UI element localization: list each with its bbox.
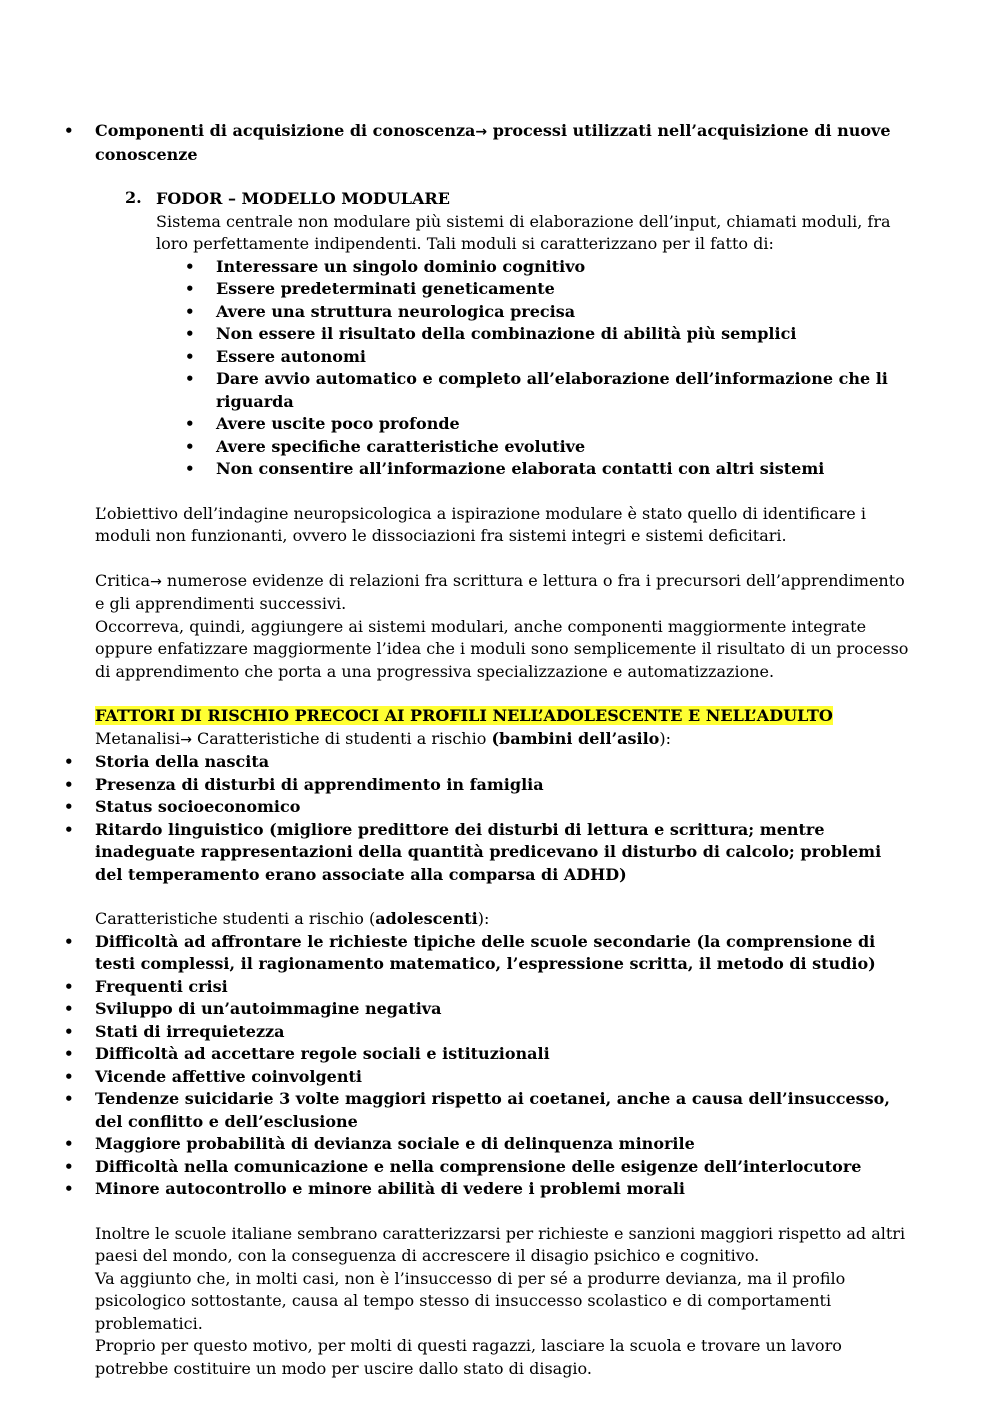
list-item: • Status socioeconomico — [95, 796, 910, 819]
list-item: • Stati di irrequietezza — [95, 1021, 910, 1044]
list-item: • Ritardo linguistico (migliore predittore dei disturbi di lettura e scrittura; mentre inadeguate rappresentazioni della quantità predicevano il disturbo di calcolo; problemi del temperamento erano associate alla comparsa di ADHD) — [95, 819, 910, 887]
paragraph-occorreva: Occorreva, quindi, aggiungere ai sistemi modulari, anche componenti maggiormente integrate oppure enfatizzare maggiormente l’idea che i moduli sono semplicemente il risultato di un processo di apprendimento che porta a una progressiva specializzazione e automatizzazione. — [95, 616, 909, 681]
list-item: • Tendenze suicidarie 3 volte maggiori rispetto ai coetanei, anche a causa dell’insuccesso, del conflitto e dell’esclusione — [95, 1088, 910, 1133]
module-properties-list — [156, 256, 910, 481]
document-page — [95, 120, 910, 1380]
list-item: • Avere uscite poco profonde — [216, 413, 910, 436]
list-item: • Maggiore probabilità di devianza sociale e di delinquenza minorile — [95, 1133, 910, 1156]
child-risk-list — [95, 751, 910, 886]
list-item: • Presenza di disturbi di apprendimento in famiglia — [95, 774, 910, 797]
section-heading: FODOR – MODELLO MODULARE — [156, 189, 450, 208]
list-item: • Avere una struttura neurologica precisa — [216, 301, 910, 324]
section-number: 2. — [125, 188, 142, 207]
arrow-icon: → — [475, 124, 488, 140]
intro-bullet-list — [95, 120, 910, 166]
section-fodor — [95, 188, 910, 481]
list-item: • Interessare un singolo dominio cognitivo — [216, 256, 910, 279]
paragraph-proprio: Proprio per questo motivo, per molti di questi ragazzi, lasciare la scuola e trovare un lavoro potrebbe costituire un modo per uscire dallo stato di disagio. — [95, 1336, 842, 1378]
section-description: Sistema centrale non modulare più sistemi di elaborazione dell’input, chiamati moduli, fra loro perfettamente indipendenti. Tali moduli si caratterizzano per il fatto di: — [156, 211, 891, 253]
metanalisi-line: Metanalisi→ Caratteristiche di studenti a rischio (bambini dell’asilo): — [95, 728, 671, 748]
adolescent-line: Caratteristiche studenti a rischio (adolescenti): — [95, 909, 490, 928]
list-item: • Dare avvio automatico e completo all’elaborazione dell’informazione che li riguarda — [216, 368, 910, 413]
list-item: • Difficoltà ad accettare regole sociali e istituzionali — [95, 1043, 910, 1066]
list-item: • Minore autocontrollo e minore abilità di vedere i problemi morali — [95, 1178, 910, 1201]
list-item: • Difficoltà ad affrontare le richieste tipiche delle scuole secondarie (la comprensione di testi complessi, il ragionamento matematico, l’espressione scritta, il metodo di studio) — [95, 931, 910, 976]
list-item: • Avere specifiche caratteristiche evolutive — [216, 436, 910, 459]
paragraph-inoltre: Inoltre le scuole italiane sembrano caratterizzarsi per richieste e sanzioni maggiori rispetto ad altri paesi del mondo, con la conseguenza di accrescere il disagio psichico e cognitivo. — [95, 1223, 906, 1265]
arrow-icon: → — [180, 731, 192, 748]
list-item: • Difficoltà nella comunicazione e nella comprensione delle esigenze dell’interlocutore — [95, 1156, 910, 1179]
adolescent-risk-list — [95, 931, 910, 1201]
list-item: • Vicende affettive coinvolgenti — [95, 1066, 910, 1089]
list-item: • Non consentire all’informazione elaborata contatti con altri sistemi — [216, 458, 910, 481]
list-item: • Essere predeterminati geneticamente — [216, 278, 910, 301]
list-item: • Essere autonomi — [216, 346, 910, 369]
list-item: • Storia della nascita — [95, 751, 910, 774]
arrow-icon: → — [150, 573, 162, 590]
list-item: • Non essere il risultato della combinazione di abilità più semplici — [216, 323, 910, 346]
paragraph-critica: Critica→ numerose evidenze di relazioni fra scrittura e lettura o fra i precursori dell’apprendimento e gli apprendimenti successivi. — [95, 570, 905, 613]
list-item: • Sviluppo di un’autoimmagine negativa — [95, 998, 910, 1021]
section-heading-fattori: FATTORI DI RISCHIO PRECOCI AI PROFILI NELL’ADOLESCENTE E NELL’ADULTO — [95, 706, 833, 725]
paragraph-obiettivo: L’obiettivo dell’indagine neuropsicologica a ispirazione modulare è stato quello di identificare i moduli non funzionanti, ovvero le dissociazioni fra sistemi integri e sistemi deficitari. — [95, 503, 866, 545]
list-item: • Componenti di acquisizione di conoscenza→ processi utilizzati nell’acquisizione di nuove conoscenze — [95, 120, 910, 166]
paragraph-va-aggiunto: Va aggiunto che, in molti casi, non è l’insuccesso di per sé a produrre devianza, ma il profilo psicologico sottostante, causa al tempo stesso di insuccesso scolastico e di comportamenti problematici. — [95, 1268, 846, 1333]
list-item: • Frequenti crisi — [95, 976, 910, 999]
